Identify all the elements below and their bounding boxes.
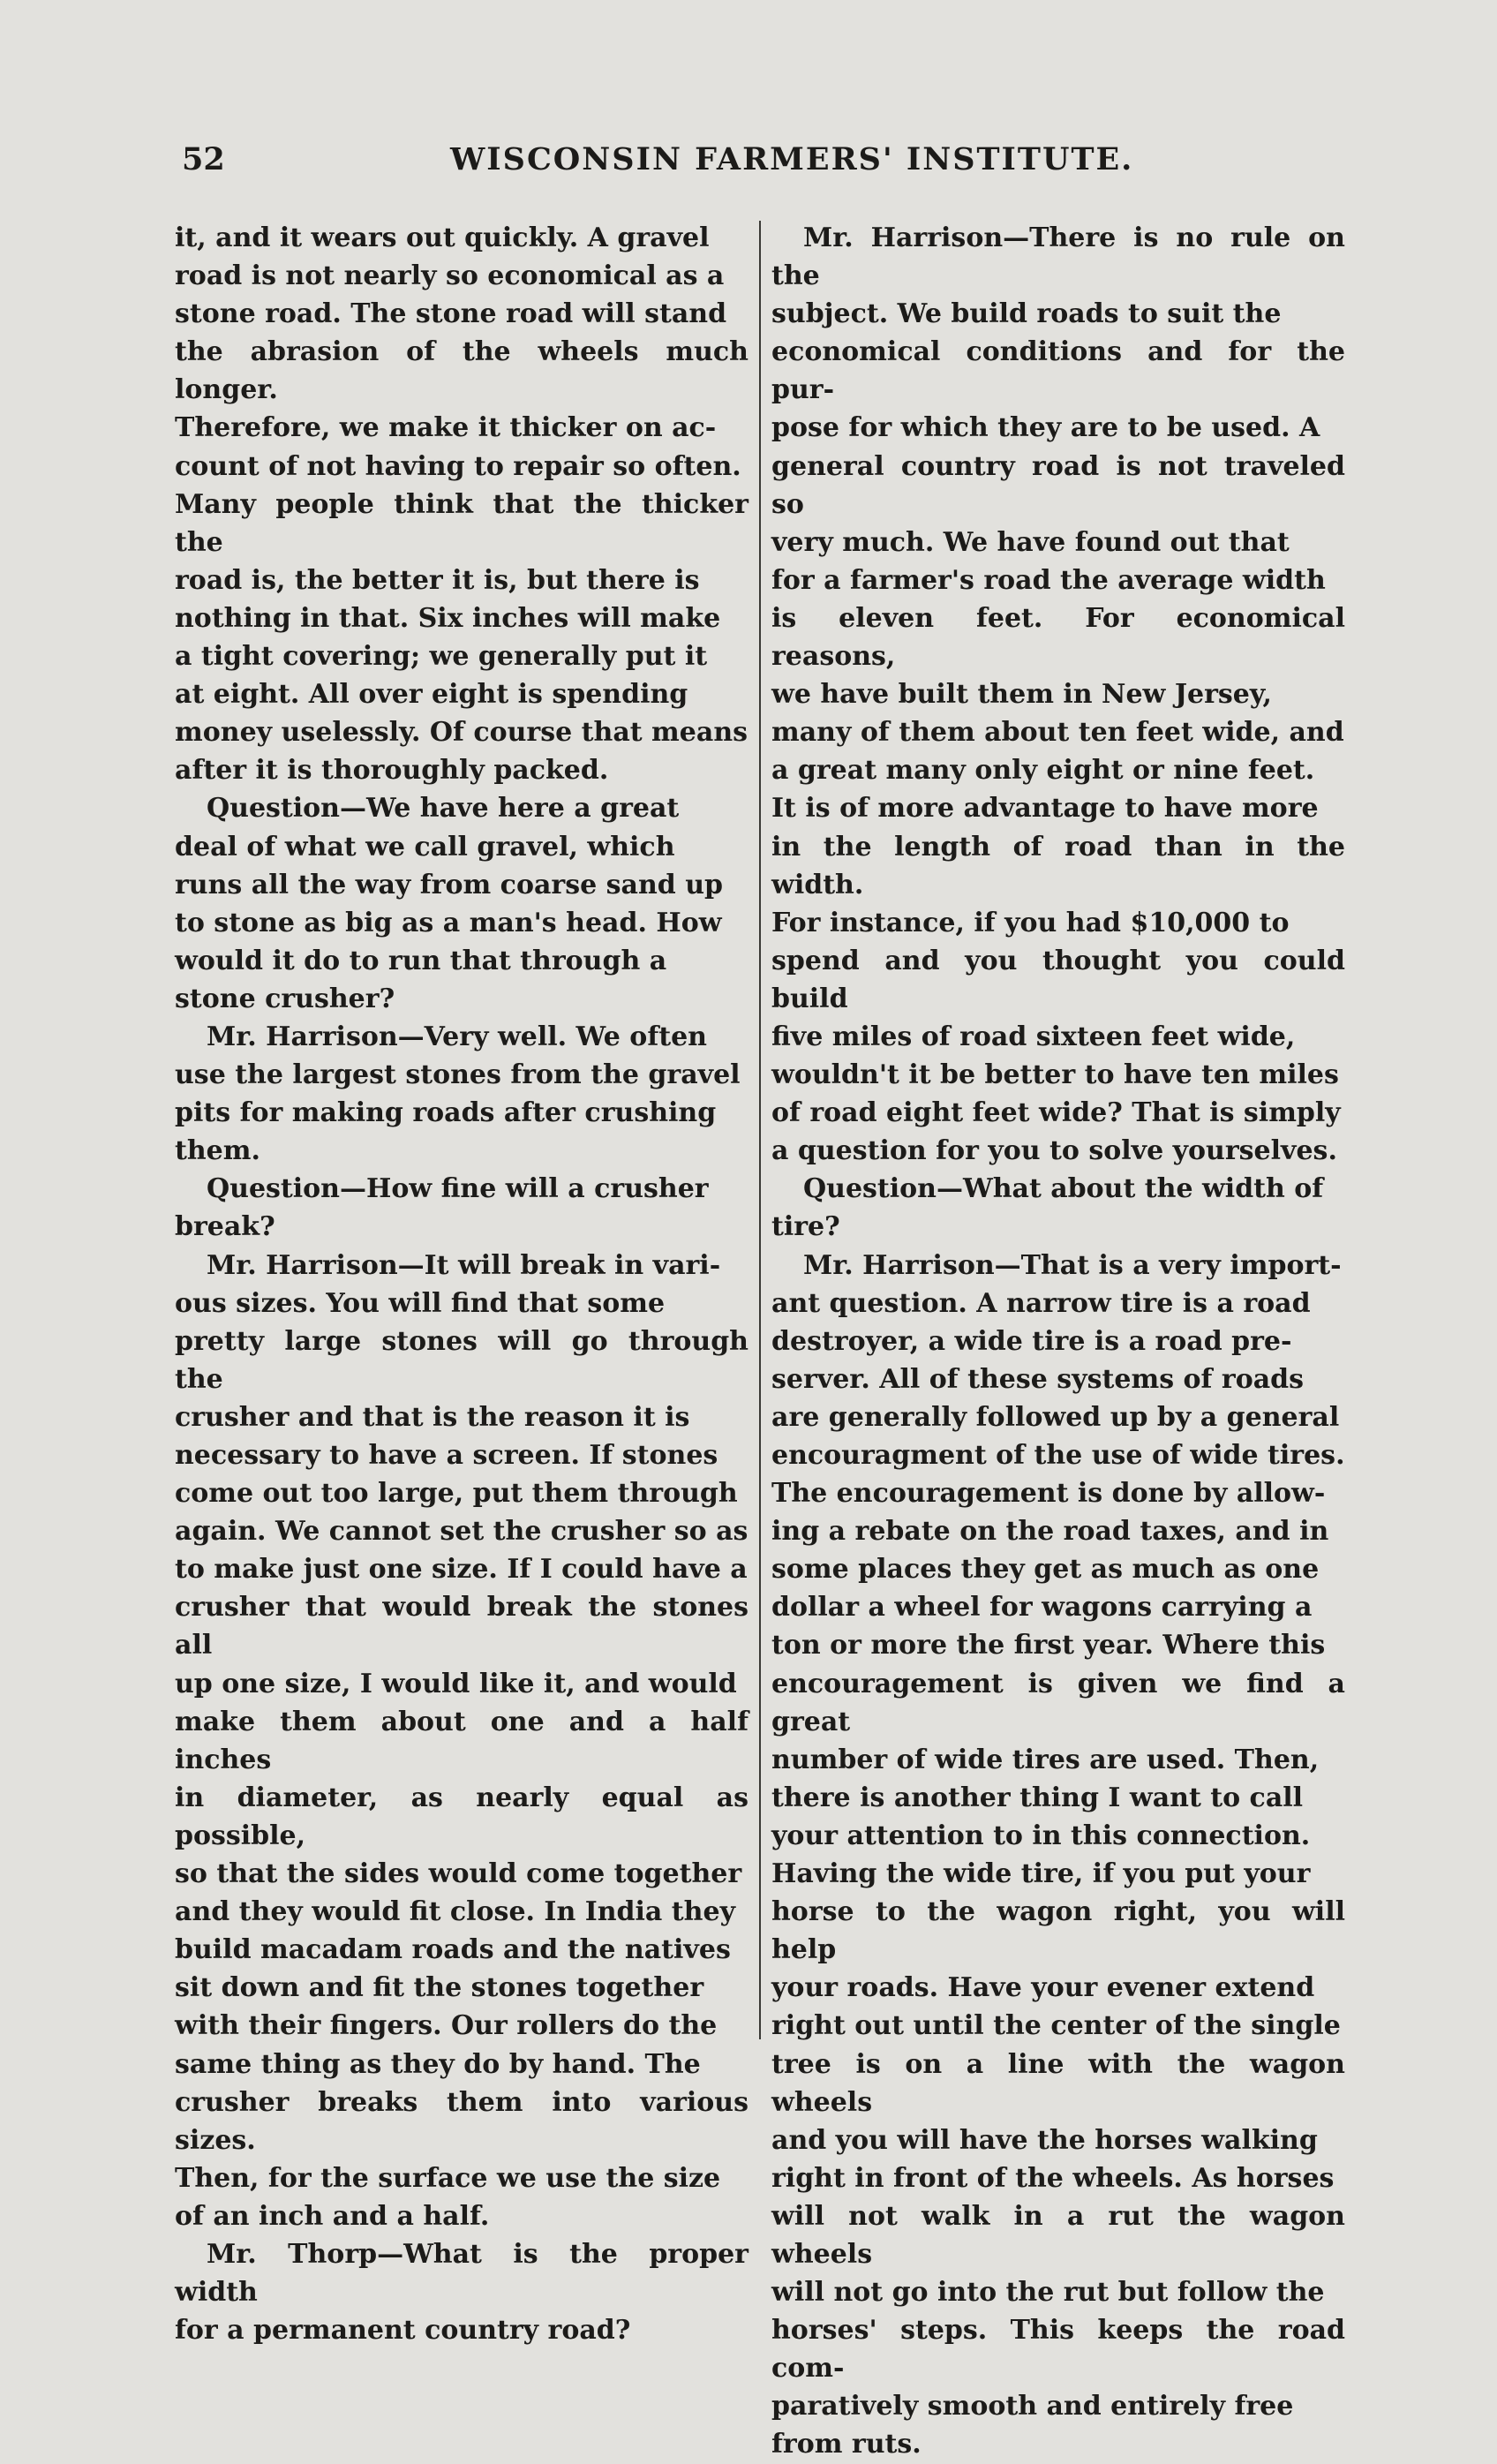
running-title: WISCONSIN FARMERS' INSTITUTE.: [450, 141, 1134, 177]
page-number: 52: [182, 141, 225, 177]
paragraph: Mr. Harrison—That is a very import- ant question. A narrow tire is a road destroyer, a wide tire is a road pre- server. All of these systems of roads are generally followed up by a general encouragment of the use of wide tires. The encouragement is done by allow- ing a rebate on the road taxes, and in some places they get as much as one dollar a wheel for wagons carrying a ton or more the first year. Where this encouragement is given we find a great number of wide tires are used. Then, there is another thing I want to call your attention to in this connection. Having the wide tire, if you put your horse to the wagon right, you will help your roads. Have your evener extend right out until the center of the single tree is on a line with the wagon wheels and you will have the horses walking right in front of the wheels. As horses will not walk in a rut the wagon wheels will not go into the rut but follow the horses' steps. This keeps the road com- paratively smooth and entirely free from ruts.: [771, 1249, 1345, 2460]
column-divider: [759, 221, 761, 2039]
paragraph: Mr. Harrison—There is no rule on the subject. We build roads to suit the economical conditions and for the pur- pose for which they are to be used. A general country road is not traveled so very much. We have found out that for a farmer's road the average width is eleven feet. For economical reasons, we have built them in New Jersey, many of them about ten feet wide, and a great many only eight or nine feet. It is of more advantage to have more in the length of road than in the width. For instance, if you had $10,000 to spend and you thought you could build five miles of road sixteen feet wide, wouldn't it be better to have ten miles of road eight feet wide? That is simply a question for you to solve yourselves.: [771, 222, 1345, 1167]
page-header: [177, 141, 1134, 194]
paragraph: it, and it wears out quickly. A gravel road is not nearly so economical as a stone road. The stone road will stand the abrasion of the wheels much longer. Therefore, we make it thicker on ac- count of not having to repair so often. Many people think that the thicker the road is, the better it is, but there is nothing in that. Six inches will make a tight covering; we generally put it at eight. All over eight is spending money uselessly. Of course that means after it is thoroughly packed.: [175, 222, 748, 787]
paragraph: Question—We have here a great deal of what we call gravel, which runs all the way from coarse sand up to stone as big as a man's head. How would it do to run that through a stone crusher?: [175, 793, 723, 1014]
paragraph: Question—How fine will a crusher break?: [175, 1173, 709, 1243]
paragraph: Question—What about the width of tire?: [771, 1173, 1324, 1243]
paragraph: Mr. Harrison—Very well. We often use the largest stones from the gravel pits for making roads after crushing them.: [175, 1021, 741, 1167]
left-column: [175, 219, 748, 2349]
paragraph: Mr. Thorp—What is the proper width for a permanent country road?: [175, 2238, 748, 2347]
paragraph: Mr. Harrison—It will break in vari- ous sizes. You will find that some pretty large stones will go through the crusher and that is the reason it is necessary to have a screen. If stones come out too large, put them through again. We cannot set the crusher so as to make just one size. If I could have a crusher that would break the stones all up one size, I would like it, and would make them about one and a half inches in diameter, as nearly equal as possible, so that the sides would come together and they would fit close. In India they build macadam roads and the natives sit down and fit the stones together with their fingers. Our rollers do the same thing as they do by hand. The crusher breaks them into various sizes. Then, for the surface we use the size of an inch and a half.: [175, 1249, 748, 2232]
right-column: [771, 219, 1345, 2464]
